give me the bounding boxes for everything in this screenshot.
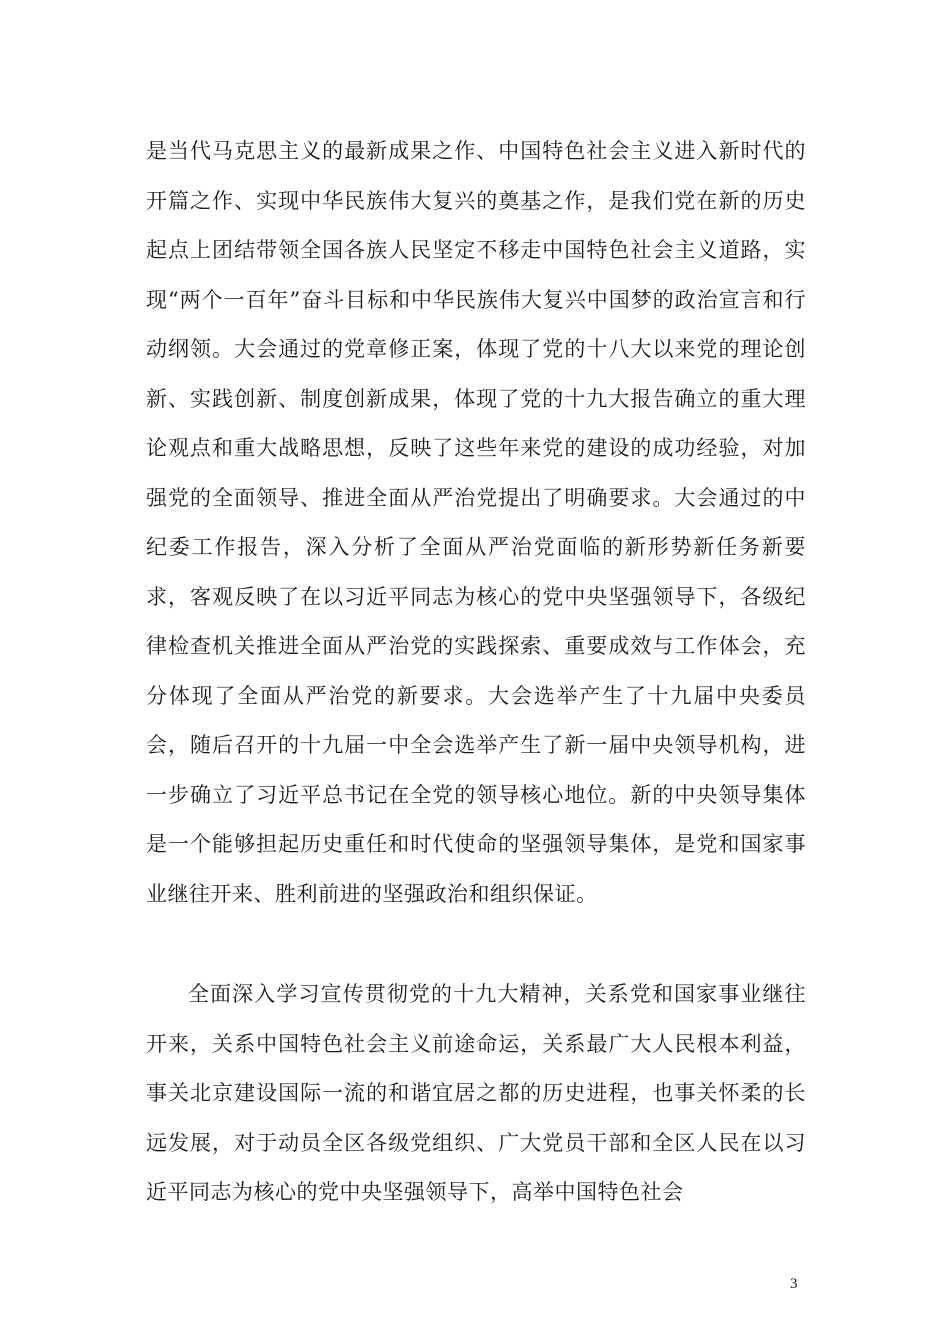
body-paragraph-2: 全面深入学习宣传贯彻党的十九大精神，关系党和国家事业继往开来，关系中国特色社会主义前途命运，关系最广大人民根本利益，事关北京建设国际一流的和谐宜居之都的历史进程，也事关怀柔的长远发展，对于动员全区各级党组织、广大党员干部和全区人民在以习近平同志为核心的党中央坚强领导下，高举中国特色社会 [146, 982, 806, 1204]
body-paragraph-1: 是当代马克思主义的最新成果之作、中国特色社会主义进入新时代的开篇之作、实现中华民族伟大复兴的奠基之作，是我们党在新的历史起点上团结带领全国各族人民坚定不移走中国特色社会主义道路，实现“两个一百年”奋斗目标和中华民族伟大复兴中国梦的政治宣言和行动纲领。大会通过的党章修正案，体现了党的十八大以来党的理论创新、实践创新、制度创新成果，体现了党的十九大报告确立的重大理论观点和重大战略思想，反映了这些年来党的建设的成功经验，对加强党的全面领导、推进全面从严治党提出了明确要求。大会通过的中纪委工作报告，深入分析了全面从严治党面临的新形势新任务新要求，客观反映了在以习近平同志为核心的党中央坚强领导下，各级纪律检查机关推进全面从严治党的实践探索、重要成效与工作体会，充分体现了全面从严治党的新要求。大会选举产生了十九届中央委员会，随后召开的十九届一中全会选举产生了新一届中央领导机构，进一步确立了习近平总书记在全党的领导核心地位。新的中央领导集体是一个能够担起历史重任和时代使命的坚强领导集体，是党和国家事业继往开来、胜利前进的坚强政治和组织保证。 [146, 139, 806, 906]
page-number: 3 [790, 1276, 798, 1292]
